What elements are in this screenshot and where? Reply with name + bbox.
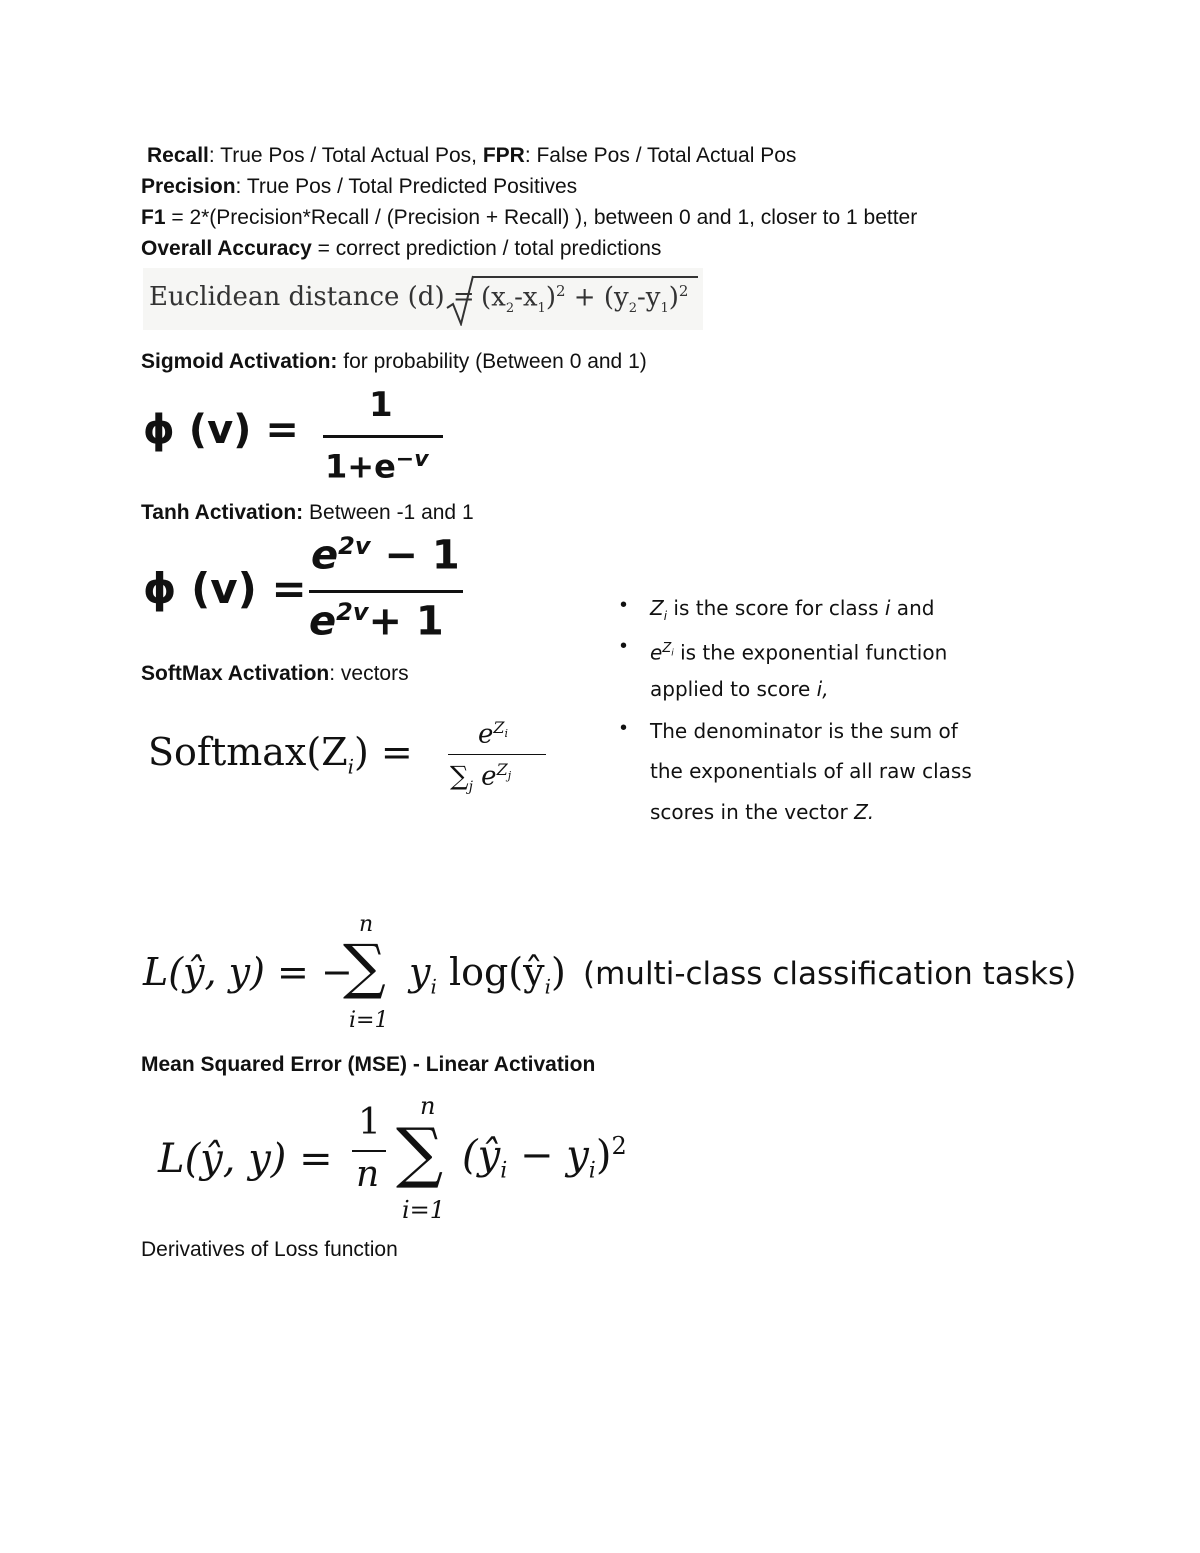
softmax-label: SoftMax Activation — [141, 662, 330, 685]
mse-line — [141, 1052, 595, 1078]
f1-label: F1 — [141, 206, 166, 229]
accuracy-text: = correct prediction / total predictions — [311, 237, 662, 260]
tanh-lhs: ϕ (v) = — [143, 564, 307, 613]
mse-label: Mean Squared Error (MSE) - Linear Activation — [141, 1053, 596, 1076]
note-bullet-1: $Z_i$ is the score for class i and — [650, 596, 935, 623]
ce-note: (multi-class classification tasks) — [583, 956, 1077, 992]
tanh-formula-image — [143, 532, 473, 652]
fpr-text: : False Pos / Total Actual Pos — [524, 144, 797, 167]
fpr-label: FPR — [482, 144, 525, 167]
ce-sum-top: n — [359, 912, 374, 937]
mse-sum-top: n — [420, 1092, 436, 1120]
softmax-text: : vectors — [329, 662, 409, 685]
sqrt-bar — [473, 276, 698, 278]
f1-line — [141, 205, 917, 231]
mse-formula-image — [158, 1092, 658, 1232]
mse-sum-icon: ∑ — [396, 1114, 444, 1191]
bullet-icon: • — [620, 717, 628, 739]
note-bullet-2: $e^{Z_i}$ is the exponential function — [650, 640, 948, 665]
note-bullet-3-line3: scores in the vector Z. — [650, 800, 875, 824]
tanh-text: Between -1 and 1 — [303, 501, 474, 524]
precision-text: : True Pos / Total Predicted Positives — [235, 175, 578, 198]
cross-entropy-formula-image — [143, 912, 1077, 1042]
ce-sum-bottom: i=1 — [349, 1008, 389, 1033]
f1-text: = 2*(Precision*Recall / (Precision + Recall) ), between 0 and 1, closer to 1 better — [165, 206, 918, 229]
softmax-denominator: $\sum_j$ $e^{Z_j}$ — [450, 760, 512, 795]
ce-sum-icon: ∑ — [343, 932, 386, 1002]
note-bullet-3: The denominator is the sum of — [650, 719, 958, 743]
sigmoid-numerator: 1 — [369, 385, 393, 425]
sigmoid-line — [141, 349, 647, 375]
euclidean-lhs: Euclidean distance (d) = — [149, 282, 475, 312]
sigmoid-text: for probability (Between 0 and 1) — [337, 350, 647, 373]
mse-lhs: L(ŷ, y) = — [158, 1136, 333, 1182]
euclidean-radicand: $(x_2-x_1)^2 + (y_2-y_1)^2$ — [481, 282, 689, 316]
note-bullet-3-line2: the exponentials of all raw class — [650, 759, 972, 783]
sigmoid-fraction-bar — [323, 435, 443, 438]
sqrt-sign-icon — [445, 274, 475, 326]
ce-body: $y_i$ $\log(ŷ_i)$ — [409, 950, 566, 999]
accuracy-label: Overall Accuracy — [141, 237, 312, 260]
tanh-numerator: $e^{2v} - 1$ — [311, 532, 460, 579]
sigmoid-formula-image — [143, 385, 463, 493]
ce-lhs: L(ŷ, y) = − — [143, 950, 353, 994]
recall-text: : True Pos / Total Actual Pos, — [208, 144, 483, 167]
precision-line — [141, 174, 577, 200]
bullet-icon: • — [620, 594, 628, 616]
recall-fpr-line — [147, 143, 796, 169]
sigmoid-denominator: $1+e^{-v}$ — [325, 447, 429, 486]
note-bullet-2-cont: applied to score i, — [650, 677, 829, 701]
tanh-denominator: $e^{2v}+ 1$ — [309, 598, 444, 645]
softmax-fraction-bar — [448, 754, 546, 755]
derivatives-line: Derivatives of Loss function — [141, 1238, 398, 1261]
bullet-icon: • — [620, 635, 628, 657]
euclidean-formula-image — [143, 268, 703, 330]
softmax-lhs: $Softmax(Z_i)$ = — [148, 730, 413, 779]
mse-sum-bottom: i=1 — [402, 1196, 446, 1224]
mse-frac-num: 1 — [358, 1102, 381, 1143]
softmax-formula-image — [148, 718, 558, 818]
mse-fraction-bar — [352, 1150, 386, 1152]
precision-label: Precision — [141, 175, 236, 198]
tanh-line — [141, 500, 474, 526]
recall-label: Recall — [147, 144, 209, 167]
tanh-label: Tanh Activation: — [141, 501, 304, 524]
mse-frac-den: n — [356, 1154, 380, 1195]
tanh-fraction-bar — [309, 590, 463, 593]
mse-body: $(ŷ_i - y_i)^2$ — [462, 1132, 627, 1184]
sigmoid-label: Sigmoid Activation: — [141, 350, 338, 373]
softmax-numerator: $e^{Z_i}$ — [478, 718, 509, 750]
sigmoid-lhs: ϕ (v) = — [143, 407, 299, 453]
softmax-line — [141, 661, 409, 687]
accuracy-line — [141, 236, 661, 262]
